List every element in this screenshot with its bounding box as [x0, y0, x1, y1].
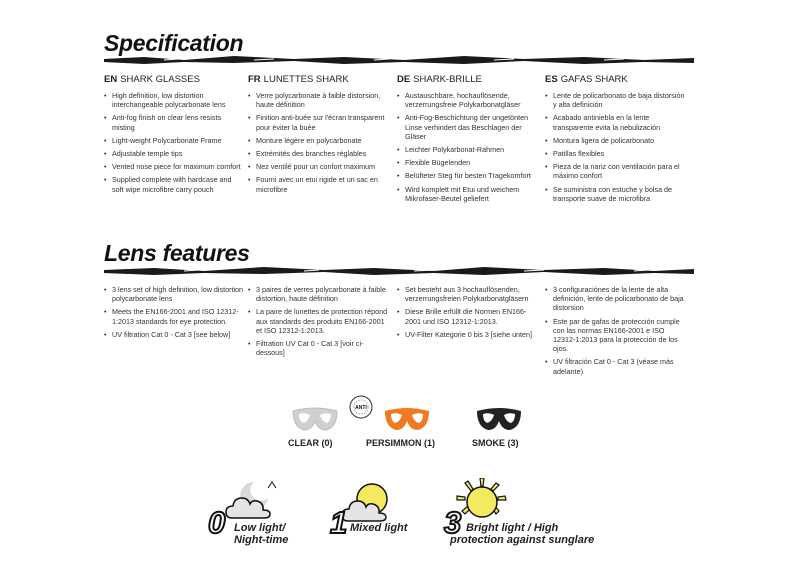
- list-item: • High definition, low distortion interchangeable polycarbonate lens: [104, 91, 244, 109]
- condition-number-1: 1: [330, 505, 348, 540]
- list-item: • Anti-fog finish on clear lens resists misting: [104, 113, 244, 131]
- sun-cloud-icon: [340, 481, 396, 525]
- list-item: • Acabado antiniebla en la lente transparente evita la nebulización: [545, 113, 685, 131]
- list-item: • Adjustable temple tips: [104, 149, 244, 158]
- list-item: • Austauschbare, hochauflösende, verzerrungsfreie Polykarbonatgläser: [397, 91, 537, 109]
- brush-divider: [104, 265, 694, 277]
- condition-label-1: Mixed light: [350, 522, 408, 534]
- list-item: • Belüfteter Steg für besten Tragekomfort: [397, 171, 537, 180]
- clear-lens-label: CLEAR (0): [288, 438, 333, 448]
- list-item: • Finition anti-buée sur l'écran transparent pour éviter la buée: [248, 113, 388, 131]
- smoke-lens-icon: [474, 405, 524, 433]
- list-item: • 3 paires de verres polycarbonate à faible distortion, haute définition: [248, 285, 388, 303]
- list-item: • Diese Brille erfüllt die Normen EN166-2001 und ISO 12312-1:2013.: [397, 307, 537, 325]
- features-column-es: [545, 285, 685, 380]
- features-column-en: [104, 285, 244, 343]
- list-item: • Lente de policarbonato de baja distorsión y alta definición: [545, 91, 685, 109]
- list-item: • Anti-Fog-Beschichtung der ungetönten Linse verhindert das Beschlagen der Gläser: [397, 113, 537, 141]
- list-item: • Verre polycarbonate à faible distorsion, haute définition: [248, 91, 388, 109]
- list-item: • Este par de gafas de protección cumple con las normas EN166-2001 e ISO 12312-1:2013 para la protección de los ojos.: [545, 317, 685, 354]
- list-item: • Extrémités des branches réglables: [248, 149, 388, 158]
- list-item: • UV filtration Cat 0 - Cat 3 [see below]: [104, 330, 244, 339]
- smoke-lens-label: SMOKE (3): [472, 438, 519, 448]
- persimmon-lens-label: PERSIMMON (1): [366, 438, 436, 448]
- list-item: • Set besteht aus 3 hochauflösenden, verzerrungsfreien Polykarbonatgläsern: [397, 285, 537, 303]
- spec-column-en: [104, 74, 244, 198]
- spec-heading-es: ES GAFAS SHARK: [545, 74, 628, 85]
- list-item: • Leichter Polykarbonat-Rahmen: [397, 145, 537, 154]
- list-item: • La paire de lunettes de protection répond aux standards des produits EN166-2001 et ISO 12312-1:2013.: [248, 307, 388, 335]
- list-item: • Flexible Bügelenden: [397, 158, 537, 167]
- list-item: • Light-weight Polycarbonate Frame: [104, 136, 244, 145]
- list-item: • Patillas flexibles: [545, 149, 685, 158]
- condition-label-3: Bright light / High protection against sunglare: [450, 522, 595, 546]
- features-column-de: [397, 285, 537, 343]
- list-item: • Pieza de la nariz con ventilación para el máximo confort: [545, 162, 685, 180]
- list-item: • Supplied complete with hardcase and soft wipe microfibre carry pouch: [104, 175, 244, 193]
- list-item: • Wird komplett mit Etui und weichem Mikrofaser-Beutel geliefert: [397, 185, 537, 203]
- antifog-badge-text: ANTI: [355, 405, 367, 411]
- list-item: • Filtration UV Cat 0 - Cat 3 [voir ci-dessous]: [248, 339, 388, 357]
- condition-number-0: 0: [208, 505, 226, 540]
- list-item: • UV-Filter Kategorie 0 bis 3 [siehe unten]: [397, 330, 537, 339]
- spec-heading-fr: FR LUNETTES SHARK: [248, 74, 349, 85]
- persimmon-lens-icon: [382, 405, 432, 433]
- list-item: • Se suministra con estuche y bolsa de transporte suave de microfibra: [545, 185, 685, 203]
- list-item: • Montura ligera de policarbonato: [545, 136, 685, 145]
- list-item: • Fourni avec un etui rigide et un sac en microfibre: [248, 175, 388, 193]
- brush-divider: [104, 54, 694, 66]
- list-item: • Vented nose piece for maximum comfort: [104, 162, 244, 171]
- spec-heading-de: DE SHARK-BRILLE: [397, 74, 482, 85]
- list-item: • 3 lens set of high definition, low distortion polycarbonate lens: [104, 285, 244, 303]
- list-item: • Meets the EN166-2001 and ISO 12312-1:2013 standards for eye protection.: [104, 307, 244, 325]
- spec-heading-en: EN SHARK GLASSES: [104, 74, 200, 85]
- condition-number-3: 3: [444, 505, 462, 540]
- antifog-badge-icon: [349, 395, 373, 419]
- spec-column-es: [545, 74, 685, 207]
- features-column-fr: [248, 285, 388, 361]
- list-item: • Monture légère en polycarbonate: [248, 136, 388, 145]
- list-item: • UV filtración Cat 0 - Cat 3 (véase más adelante): [545, 357, 685, 375]
- specification-title: Specification: [104, 30, 244, 56]
- list-item: • Nez ventilé pour un confort maximum: [248, 162, 388, 171]
- clear-lens-icon: [290, 405, 340, 433]
- lens-features-title: Lens features: [104, 240, 250, 266]
- spec-column-de: [397, 74, 537, 207]
- moon-cloud-icon: [224, 478, 282, 522]
- condition-label-0: Low light/ Night-time: [234, 522, 289, 546]
- list-item: • 3 configuraciónes de la lente de alta definición, lente de policarbonato de baja distorsion: [545, 285, 685, 313]
- spec-column-fr: [248, 74, 388, 198]
